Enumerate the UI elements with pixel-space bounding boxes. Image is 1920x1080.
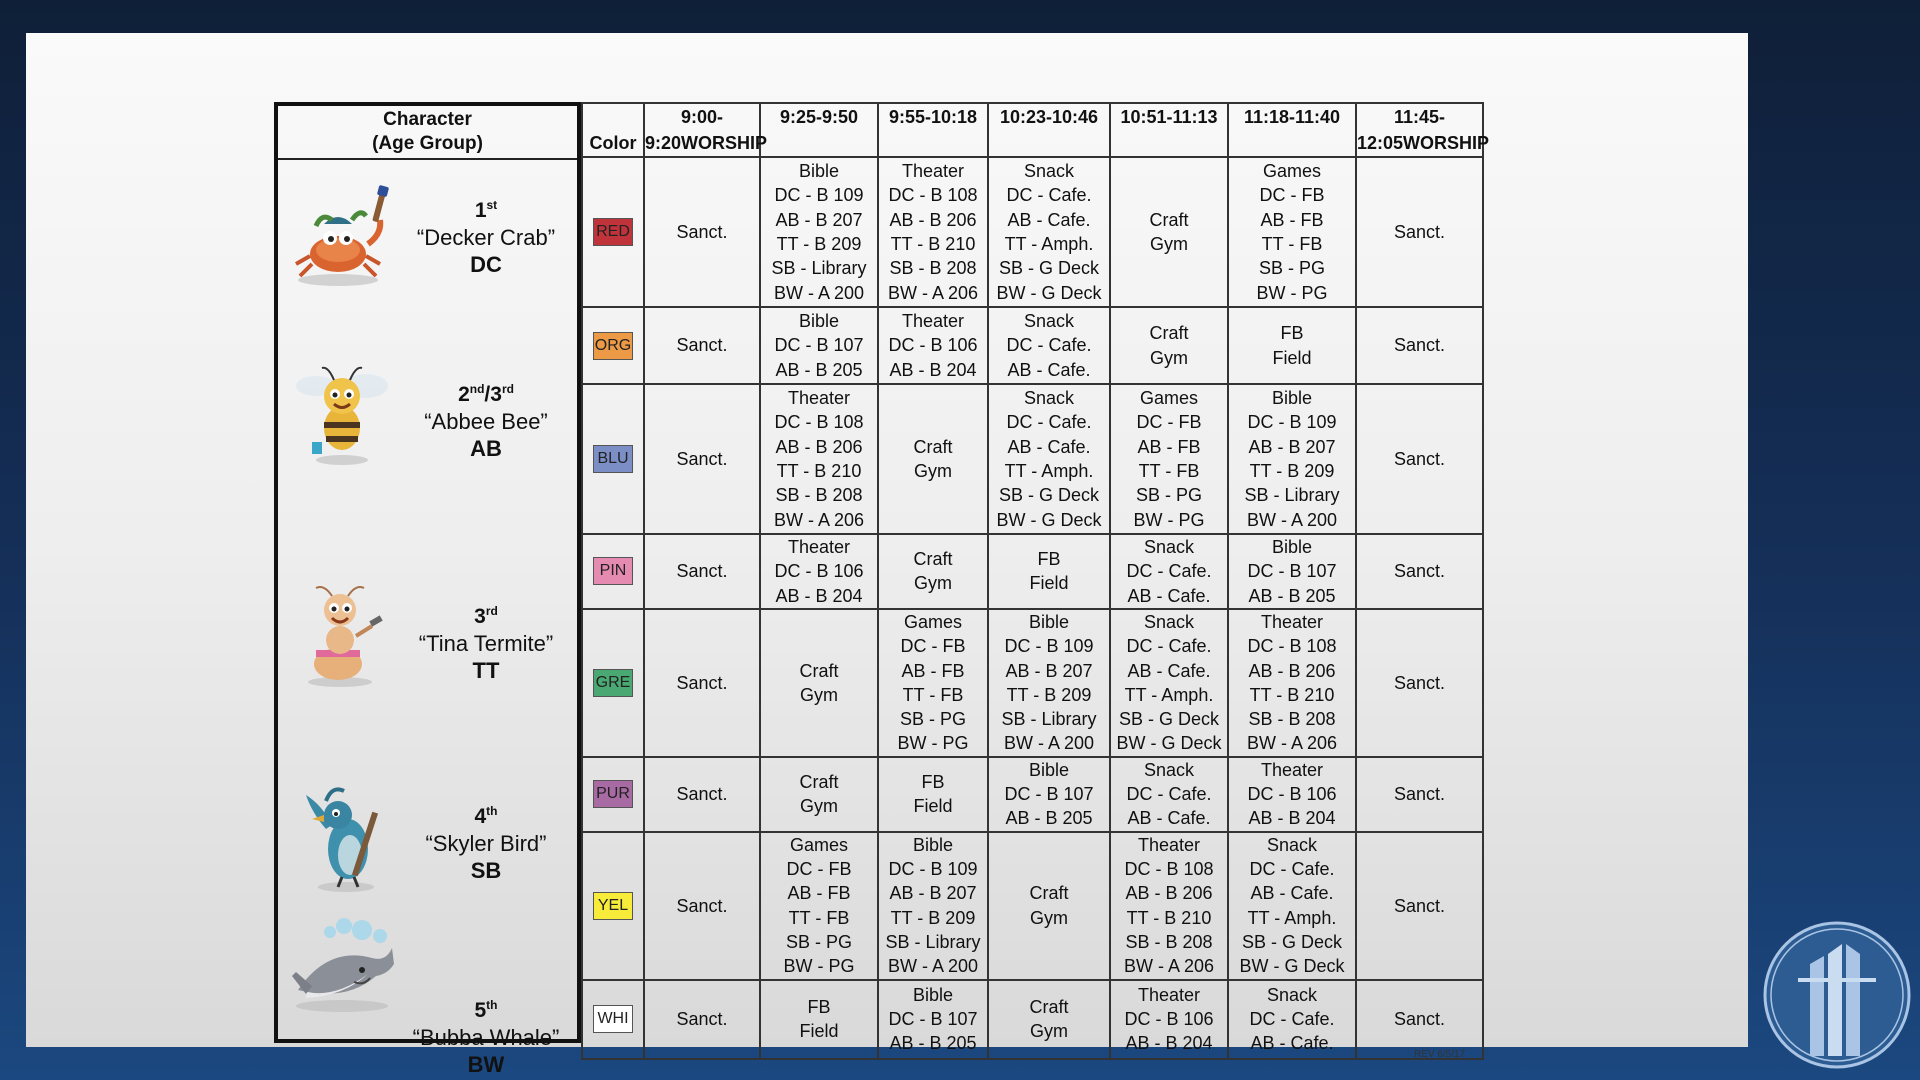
cell-line: AB - FB [1260, 209, 1324, 230]
cell-line: AB - B 205 [1005, 808, 1093, 829]
schedule-cell [644, 757, 760, 832]
cell-line: TT - Amph. [1004, 461, 1094, 481]
cell-line: DC - FB [900, 636, 966, 657]
cell-line: Snack [1143, 612, 1195, 632]
cell-line: Gym [1150, 234, 1188, 254]
schedule-cell [988, 609, 1110, 757]
cell-line: AB - B 204 [1248, 808, 1336, 829]
cell-line: Theater [901, 161, 965, 182]
cell-line: Theater [1137, 984, 1201, 1005]
schedule-cell [1356, 384, 1483, 534]
cell-line: Craft [913, 549, 953, 570]
cell-line: SB - G Deck [998, 485, 1100, 506]
schedule-cell [644, 384, 760, 534]
cell-line: AB - Cafe. [1127, 808, 1211, 829]
schedule-row [582, 157, 1483, 307]
cell-line: BW - A 200 [773, 282, 865, 303]
slide [26, 33, 1748, 1077]
schedule-cell [760, 980, 878, 1059]
cell-line: Craft [1029, 996, 1069, 1017]
character-abbr: BW [467, 1052, 505, 1077]
cell-line: Sanct. [1393, 895, 1446, 916]
cell-line: TT - B 210 [1249, 684, 1335, 705]
cell-line: DC - B 109 [1004, 636, 1094, 657]
cell-line: DC - FB [1259, 185, 1325, 206]
cell-line: DC - Cafe. [1126, 561, 1212, 582]
cell-line: TT - FB [788, 907, 850, 928]
character-panel [274, 102, 581, 1077]
cell-line: AB - FB [787, 883, 851, 904]
cell-line: TT - B 209 [1006, 684, 1092, 705]
cell-line: Snack [1266, 834, 1318, 855]
cell-line: BW - PG [783, 956, 855, 977]
cell-line: BW - G Deck [996, 282, 1102, 303]
cell-line: AB - B 206 [889, 209, 977, 230]
color-swatch: GRE [593, 669, 633, 697]
schedule-cell [760, 307, 878, 384]
color-swatch: WHI [593, 1005, 633, 1033]
cell-line: Snack [1143, 759, 1195, 780]
cell-line: TT - FB [902, 684, 964, 705]
color-swatch: BLU [593, 445, 633, 473]
schedule-cell [988, 534, 1110, 609]
cell-line: SB - Library [771, 258, 867, 279]
cell-line: SB - PG [785, 931, 852, 952]
color-swatch: RED [593, 218, 633, 246]
character-grade: 2nd/3rd [458, 382, 514, 406]
cell-line: SB - PG [899, 709, 966, 730]
cell-line: AB - Cafe. [1250, 883, 1334, 904]
schedule-cell [878, 757, 988, 832]
cell-line: SB - B 208 [889, 258, 977, 279]
cell-line: TT - Amph. [1124, 684, 1214, 705]
cell-line: AB - FB [901, 660, 965, 681]
cell-line: BW - A 206 [1246, 733, 1338, 754]
color-column-header: Color [582, 103, 644, 157]
time-header: 9:55-10:18 [878, 103, 988, 157]
cell-line: Sanct. [676, 672, 728, 693]
cell-line: AB - Cafe. [1127, 585, 1211, 606]
cell-line: BW - G Deck [996, 509, 1102, 530]
revision-note: REV 6/5/17 [1414, 1049, 1466, 1060]
cell-line: TT - FB [1261, 234, 1323, 254]
cell-line: TT - Amph. [1004, 234, 1094, 254]
cell-line: DC - B 106 [888, 335, 978, 356]
schedule-cell [1228, 980, 1356, 1059]
cell-line: AB - Cafe. [1007, 209, 1091, 230]
schedule-cell [1356, 980, 1483, 1059]
character-header-line1: Character [383, 109, 472, 130]
character-label-dc [396, 192, 576, 278]
schedule-row [582, 832, 1483, 980]
cell-line: Field [1029, 573, 1069, 594]
time-header: 9:25-9:50 [760, 103, 878, 157]
cell-line: DC - Cafe. [1126, 636, 1212, 657]
cell-line: SB - PG [1135, 485, 1202, 506]
schedule-cell [1356, 832, 1483, 980]
color-cell [582, 980, 644, 1059]
time-header: 11:18-11:40 [1228, 103, 1356, 157]
schedule-cell [1228, 157, 1356, 307]
schedule-cell [644, 832, 760, 980]
crab-icon [286, 182, 398, 294]
schedule-cell [760, 384, 878, 534]
cell-line: Sanct. [1393, 448, 1446, 469]
cell-line: Gym [1030, 907, 1068, 928]
cell-line: Craft [799, 660, 839, 681]
cell-line: AB - B 205 [889, 1033, 977, 1054]
color-cell [582, 157, 644, 307]
cell-line: SB - G Deck [1118, 709, 1220, 730]
cell-line: DC - B 109 [774, 185, 864, 206]
cell-line: DC - B 108 [1247, 636, 1337, 657]
schedule-cell [644, 609, 760, 757]
cell-line: DC - B 108 [888, 185, 978, 206]
cell-line: Sanct. [1393, 561, 1446, 582]
schedule-cell [1110, 157, 1228, 307]
character-abbr: DC [470, 252, 502, 277]
cell-line: Sanct. [1393, 784, 1446, 805]
cell-line: Bible [1028, 612, 1070, 632]
cell-line: DC - B 106 [1247, 784, 1337, 805]
whale-icon [286, 912, 398, 1024]
cell-line: Theater [1137, 834, 1201, 855]
cell-line: AB - B 207 [1005, 660, 1093, 681]
character-grade: 3rd [474, 604, 498, 628]
schedule-cell [1228, 307, 1356, 384]
cell-line: Snack [1023, 388, 1075, 409]
cell-line: Sanct. [676, 1008, 728, 1029]
cell-line: BW - G Deck [1239, 956, 1345, 977]
schedule-header-row [582, 103, 1483, 157]
schedule-cell [878, 534, 988, 609]
character-name: “Tina Termite” [418, 631, 554, 656]
time-header: 10:23-10:46 [988, 103, 1110, 157]
cell-line: AB - B 206 [1248, 660, 1336, 681]
cell-line: AB - FB [1137, 436, 1201, 457]
cell-line: Bible [798, 161, 840, 182]
schedule-cell [1356, 307, 1483, 384]
schedule-row [582, 307, 1483, 384]
cell-line: BW - PG [1133, 509, 1205, 530]
schedule-cell [988, 832, 1110, 980]
schedule-row [582, 534, 1483, 609]
cell-line: Bible [1028, 759, 1070, 780]
color-swatch: PIN [593, 557, 633, 585]
cell-line: AB - B 206 [775, 436, 863, 457]
cell-line: BW - A 206 [773, 509, 865, 530]
cell-line: Theater [787, 537, 851, 557]
character-name: “Decker Crab” [416, 225, 556, 250]
cell-line: BW - A 200 [1003, 733, 1095, 754]
cell-line: DC - B 108 [1124, 859, 1214, 880]
cell-line: Bible [1271, 537, 1313, 557]
cell-line: Bible [912, 984, 954, 1005]
cell-line: AB - B 206 [1125, 883, 1213, 904]
cell-line: DC - B 106 [1124, 1008, 1214, 1029]
cell-line: Bible [798, 311, 840, 332]
cell-line: DC - FB [1136, 412, 1202, 433]
character-row-ab [278, 316, 577, 506]
cell-line: FB [921, 772, 945, 793]
cell-line: Theater [787, 388, 851, 409]
cell-line: SB - B 208 [1248, 709, 1336, 730]
cell-line: AB - B 205 [775, 359, 863, 380]
cell-line: Craft [1029, 883, 1069, 904]
cell-line: AB - B 204 [775, 585, 863, 606]
character-grade: 4th [474, 804, 498, 828]
cell-line: Craft [1149, 209, 1189, 230]
schedule-cell [878, 384, 988, 534]
cell-line: BW - A 200 [887, 956, 979, 977]
character-grade: 5th [474, 998, 498, 1022]
schedule-cell [644, 980, 760, 1059]
cell-line: SB - PG [1258, 258, 1325, 279]
cell-line: Field [913, 796, 953, 817]
cell-line: Snack [1266, 984, 1318, 1005]
color-swatch: ORG [593, 332, 633, 360]
cell-line: Sanct. [1393, 1008, 1446, 1029]
schedule-cell [878, 157, 988, 307]
cell-line: Sanct. [1393, 221, 1446, 242]
cell-line: BW - A 206 [1123, 956, 1215, 977]
cell-line: Craft [1149, 323, 1189, 344]
character-name: “Bubba Whale” [412, 1025, 560, 1050]
color-swatch: YEL [593, 892, 633, 920]
character-abbr: TT [472, 658, 500, 683]
cell-line: DC - B 109 [888, 859, 978, 880]
schedule-row [582, 609, 1483, 757]
cell-line: Games [1262, 161, 1322, 182]
schedule-cell [988, 980, 1110, 1059]
cell-line: DC - B 109 [1247, 412, 1337, 433]
schedule-cell [644, 157, 760, 307]
character-row-bw [278, 886, 577, 1077]
cell-line: DC - Cafe. [1126, 784, 1212, 805]
cell-line: Craft [913, 436, 953, 457]
schedule-table [581, 102, 1490, 1060]
cell-line: Gym [800, 796, 838, 817]
cell-line: AB - Cafe. [1127, 660, 1211, 681]
character-row-tt [278, 506, 577, 686]
color-cell [582, 609, 644, 757]
schedule-cell [1110, 534, 1228, 609]
cell-line: Craft [799, 772, 839, 793]
schedule-cell [878, 980, 988, 1059]
cell-line: BW - A 206 [887, 282, 979, 303]
cell-line: Games [789, 834, 849, 855]
cell-line: TT - B 209 [890, 907, 976, 928]
schedule-cell [878, 609, 988, 757]
cell-line: AB - B 207 [775, 209, 863, 230]
cell-line: Theater [1260, 612, 1324, 632]
character-header [278, 106, 577, 160]
schedule-row [582, 384, 1483, 534]
cell-line: Field [1272, 347, 1312, 368]
cell-line: TT - B 210 [890, 234, 976, 254]
cell-line: Games [903, 612, 963, 632]
cell-line: Sanct. [676, 448, 728, 469]
cell-line: DC - B 107 [888, 1008, 978, 1029]
cell-line: SB - G Deck [998, 258, 1100, 279]
schedule-cell [644, 307, 760, 384]
time-header: 10:51-11:13 [1110, 103, 1228, 157]
cell-line: Games [1139, 388, 1199, 409]
schedule-cell [988, 157, 1110, 307]
schedule-cell [878, 307, 988, 384]
cell-line: DC - Cafe. [1006, 185, 1092, 206]
schedule-cell [1228, 757, 1356, 832]
bee-icon [286, 356, 398, 468]
character-row-dc [278, 162, 577, 312]
cell-line: Sanct. [676, 221, 728, 242]
character-row-sb [278, 696, 577, 883]
cell-line: AB - Cafe. [1007, 436, 1091, 457]
schedule-cell [1356, 609, 1483, 757]
schedule-cell [1356, 534, 1483, 609]
cell-line: TT - FB [1138, 461, 1200, 481]
schedule-cell [1228, 609, 1356, 757]
cell-line: TT - B 210 [776, 461, 862, 481]
cell-line: SB - G Deck [1241, 931, 1343, 952]
character-header-line2: (Age Group) [372, 133, 483, 154]
cell-line: SB - B 208 [1125, 931, 1213, 952]
cell-line: AB - B 205 [1248, 585, 1336, 606]
cell-line: FB [1037, 549, 1061, 570]
character-name: “Skyler Bird” [425, 831, 547, 856]
color-cell [582, 832, 644, 980]
color-cell [582, 384, 644, 534]
cell-line: Sanct. [1393, 335, 1446, 356]
cell-line: Sanct. [676, 895, 728, 916]
cell-line: Gym [1030, 1021, 1068, 1042]
cell-line: BW - A 200 [1246, 509, 1338, 530]
cell-line: FB [1280, 323, 1304, 344]
schedule-cell [988, 757, 1110, 832]
character-label-ab [396, 376, 576, 462]
cell-line: Gym [1150, 347, 1188, 368]
bird-icon [286, 781, 398, 893]
cell-line: Field [799, 1021, 839, 1042]
cell-line: FB [807, 996, 831, 1017]
schedule-cell [1110, 609, 1228, 757]
cell-line: Sanct. [676, 335, 728, 356]
cell-line: AB - B 204 [889, 359, 977, 380]
cell-line: BW - PG [1256, 282, 1328, 303]
schedule-cell [1110, 757, 1228, 832]
character-name: “Abbee Bee” [424, 409, 548, 434]
cell-line: Gym [800, 684, 838, 705]
cell-line: Bible [1271, 388, 1313, 409]
schedule-cell [988, 384, 1110, 534]
character-label-sb [396, 798, 576, 884]
schedule-row [582, 757, 1483, 832]
cell-line: AB - B 204 [1125, 1033, 1213, 1054]
cell-line: TT - B 209 [776, 234, 862, 254]
cell-line: DC - Cafe. [1006, 412, 1092, 433]
schedule-cell [1228, 832, 1356, 980]
character-label-tt [396, 598, 576, 684]
cell-line: AB - B 207 [1248, 436, 1336, 457]
cell-line: SB - Library [1244, 485, 1340, 506]
schedule-cell [988, 307, 1110, 384]
cell-line: DC - FB [786, 859, 852, 880]
cell-line: TT - B 210 [1126, 907, 1212, 928]
cell-line: SB - Library [1001, 709, 1097, 730]
cell-line: Snack [1023, 161, 1075, 182]
cell-line: BW - PG [897, 733, 969, 754]
character-abbr: SB [470, 858, 502, 883]
cell-line: DC - B 106 [774, 561, 864, 582]
time-header: 9:00-9:20WORSHIP [644, 103, 760, 157]
cell-line: Gym [914, 573, 952, 594]
cell-line: BW - G Deck [1116, 733, 1222, 754]
cell-line: DC - Cafe. [1249, 859, 1335, 880]
cell-line: AB - Cafe. [1007, 359, 1091, 380]
cell-line: DC - Cafe. [1249, 1008, 1335, 1029]
termite-icon [286, 578, 398, 690]
cell-line: SB - B 208 [775, 485, 863, 506]
schedule-row [582, 980, 1483, 1059]
schedule-cell [1228, 384, 1356, 534]
cell-line: DC - B 107 [1247, 561, 1337, 582]
schedule-cell [1228, 534, 1356, 609]
cell-line: DC - B 107 [774, 335, 864, 356]
cell-line: Theater [901, 311, 965, 332]
character-grade: 1st [474, 198, 498, 222]
schedule-cell [760, 757, 878, 832]
cell-line: DC - B 107 [1004, 784, 1094, 805]
time-header: 11:45-12:05WORSHIP [1356, 103, 1483, 157]
cell-line: Sanct. [676, 784, 728, 805]
cell-line: Sanct. [676, 561, 728, 582]
cell-line: DC - B 108 [774, 412, 864, 433]
cell-line: AB - Cafe. [1250, 1033, 1334, 1054]
schedule-cell [1110, 307, 1228, 384]
church-building-logo-icon [1762, 920, 1912, 1070]
cell-line: Snack [1023, 311, 1075, 332]
schedule-cell [1356, 157, 1483, 307]
color-cell [582, 757, 644, 832]
schedule-cell [1110, 832, 1228, 980]
color-cell [582, 307, 644, 384]
cell-line: AB - B 207 [889, 883, 977, 904]
cell-line: Theater [1260, 759, 1324, 780]
schedule-cell [760, 534, 878, 609]
cell-line: TT - Amph. [1247, 907, 1337, 928]
cell-line: Sanct. [1393, 672, 1446, 693]
schedule-cell [760, 157, 878, 307]
cell-line: DC - Cafe. [1006, 335, 1092, 356]
schedule-cell [878, 832, 988, 980]
color-cell [582, 534, 644, 609]
schedule-cell [1110, 980, 1228, 1059]
schedule-cell [1110, 384, 1228, 534]
schedule-cell [644, 534, 760, 609]
cell-line: Snack [1143, 537, 1195, 557]
schedule-cell [1356, 757, 1483, 832]
cell-line: Gym [914, 461, 952, 481]
character-abbr: AB [470, 436, 502, 461]
cell-line: SB - Library [885, 931, 981, 952]
schedule-cell [760, 832, 878, 980]
cell-line: TT - B 209 [1249, 461, 1335, 481]
cell-line: Bible [912, 834, 954, 855]
schedule-cell [760, 609, 878, 757]
character-label-bw [396, 992, 576, 1078]
color-swatch: PUR [593, 780, 633, 808]
